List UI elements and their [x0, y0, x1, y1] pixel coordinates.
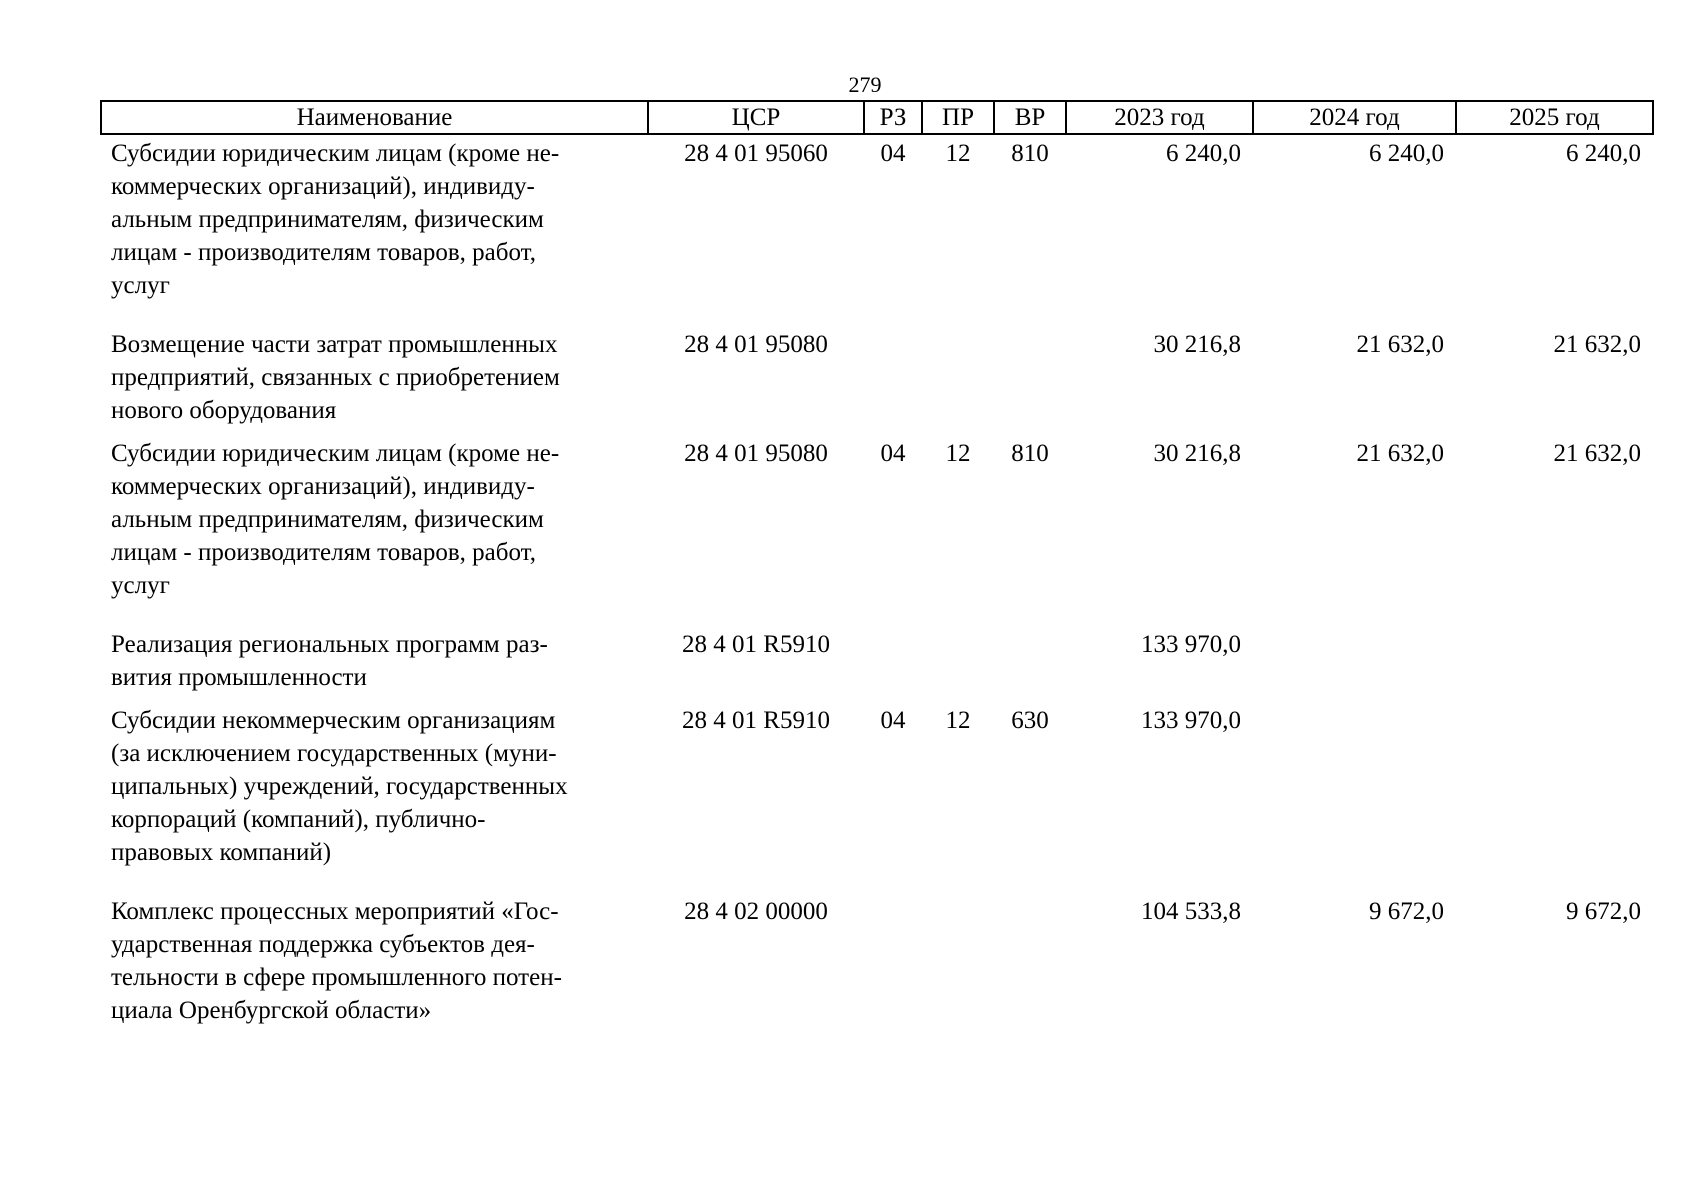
- cell-2023: 133 970,0: [1141, 631, 1241, 658]
- cell-csr: 28 4 01 R5910: [682, 707, 830, 734]
- row-name-text: Субсидии юридическим лицам (кроме не- коммерческих организаций), индивиду- альным предпринимателям, физическим лицам - производителям товаров, работ, услуг: [111, 440, 560, 599]
- cell-csr: 28 4 01 95080: [684, 331, 828, 358]
- cell-2025: [1456, 702, 1653, 893]
- cell-rz: [864, 893, 922, 1035]
- cell-name: [101, 626, 648, 702]
- cell-rz: [864, 626, 922, 702]
- cell-name: [101, 326, 648, 435]
- cell-pr: [922, 326, 994, 435]
- cell-csr: 28 4 01 95060: [684, 140, 828, 167]
- header-2023: 2023 год: [1066, 101, 1253, 134]
- row-name-text: Субсидии юридическим лицам (кроме не- коммерческих организаций), индивиду- альным предпринимателям, физическим лицам - производителям товаров, работ, услуг: [111, 140, 560, 299]
- cell-pr: [922, 626, 994, 702]
- cell-vr: 810: [1011, 440, 1049, 467]
- cell-vr: [994, 326, 1066, 435]
- cell-pr: 12: [945, 440, 971, 467]
- cell-rz: 04: [880, 440, 906, 467]
- cell-rz: 04: [880, 140, 906, 167]
- table-row: [101, 134, 1653, 326]
- header-csr: ЦСР: [648, 101, 864, 134]
- cell-vr: 630: [1011, 707, 1049, 734]
- cell-2025: 21 632,0: [1553, 440, 1641, 467]
- cell-2025: 6 240,0: [1566, 140, 1641, 167]
- cell-pr: 12: [945, 140, 971, 167]
- table-row: [101, 702, 1653, 893]
- cell-2023: 30 216,8: [1153, 331, 1241, 358]
- cell-2025: 21 632,0: [1553, 331, 1641, 358]
- budget-table: [100, 100, 1654, 1035]
- header-vr: ВР: [994, 101, 1066, 134]
- cell-2023: 6 240,0: [1166, 140, 1241, 167]
- cell-pr: [922, 893, 994, 1035]
- table-header-row: [101, 101, 1653, 134]
- row-name-text: Субсидии некоммерческим организациям (за исключением государственных (муни- ципальных) учреждений, государственных корпораций (компаний), публично- правовых компаний): [111, 707, 568, 866]
- cell-2024: 21 632,0: [1356, 331, 1444, 358]
- row-name-text: Комплекс процессных мероприятий «Гос- ударственная поддержка субъектов дея- тельности в сфере промышленного потен- циала Оренбургской области»: [111, 898, 562, 1024]
- cell-name: [101, 134, 648, 326]
- cell-2024: 21 632,0: [1356, 440, 1444, 467]
- row-name-text: Реализация региональных программ раз- вития промышленности: [111, 631, 548, 691]
- cell-pr: 12: [945, 707, 971, 734]
- cell-name: [101, 893, 648, 1035]
- cell-csr: 28 4 01 95080: [684, 440, 828, 467]
- cell-rz: 04: [880, 707, 906, 734]
- cell-name: [101, 435, 648, 626]
- cell-csr: 28 4 01 R5910: [682, 631, 830, 658]
- header-rz: РЗ: [864, 101, 922, 134]
- cell-2025: 9 672,0: [1566, 898, 1641, 925]
- cell-vr: 810: [1011, 140, 1049, 167]
- header-name: Наименование: [101, 101, 648, 134]
- header-2025: 2025 год: [1456, 101, 1653, 134]
- table-row: [101, 326, 1653, 435]
- table-row: [101, 435, 1653, 626]
- cell-2024: 9 672,0: [1369, 898, 1444, 925]
- cell-name: [101, 702, 648, 893]
- cell-vr: [994, 626, 1066, 702]
- row-name-text: Возмещение части затрат промышленных предприятий, связанных с приобретением нового оборудования: [111, 331, 560, 424]
- cell-2024: [1253, 702, 1456, 893]
- cell-rz: [864, 326, 922, 435]
- cell-csr: 28 4 02 00000: [684, 898, 828, 925]
- cell-2024: [1253, 626, 1456, 702]
- cell-2024: 6 240,0: [1369, 140, 1444, 167]
- cell-2025: [1456, 626, 1653, 702]
- table-row: [101, 893, 1653, 1035]
- cell-vr: [994, 893, 1066, 1035]
- header-2024: 2024 год: [1253, 101, 1456, 134]
- cell-2023: 133 970,0: [1141, 707, 1241, 734]
- table-body: [101, 134, 1653, 1035]
- page-number: 279: [848, 72, 882, 97]
- cell-2023: 104 533,8: [1141, 898, 1241, 925]
- header-pr: ПР: [922, 101, 994, 134]
- table-row: [101, 626, 1653, 702]
- cell-2023: 30 216,8: [1153, 440, 1241, 467]
